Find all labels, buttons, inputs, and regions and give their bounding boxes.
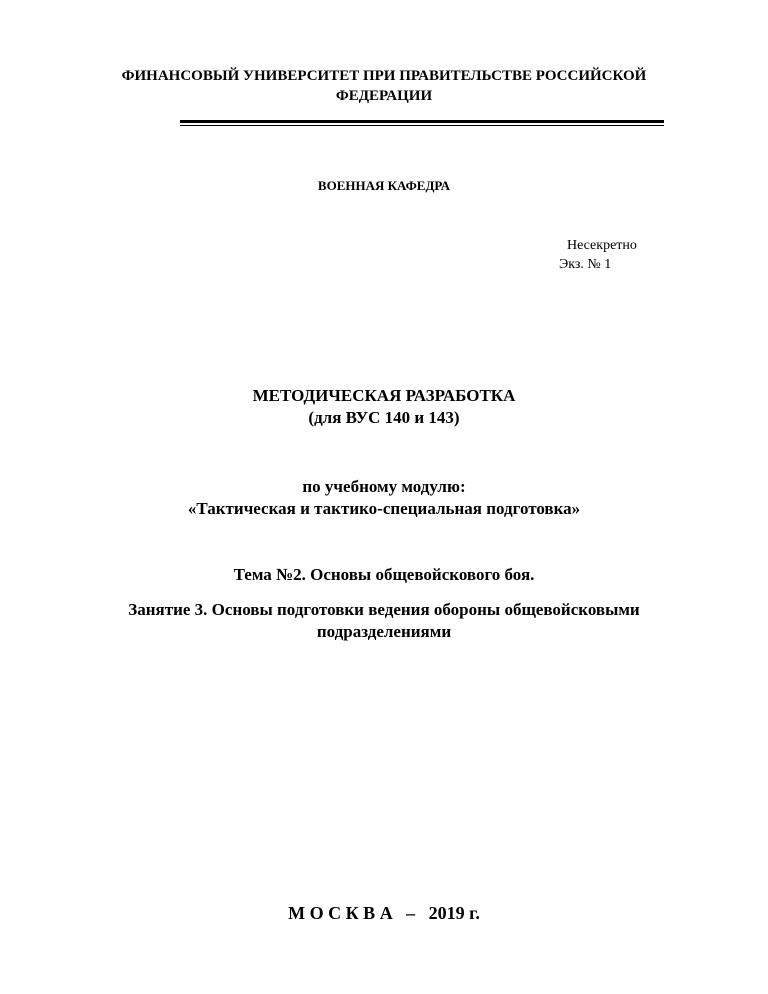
- module-name: «Тактическая и тактико-специальная подготовка»: [187, 499, 581, 518]
- topic-title: Тема №2. Основы общевойскового боя.: [233, 565, 535, 584]
- lesson-title-line-2: подразделениями: [316, 622, 452, 641]
- city-year-footer: М О С К В А – 2019 г.: [288, 903, 480, 923]
- classification-label: Несекретно: [567, 238, 637, 253]
- department-name: ВОЕННАЯ КАФЕДРА: [317, 178, 451, 193]
- document-type-title: МЕТОДИЧЕСКАЯ РАЗРАБОТКА: [252, 386, 516, 405]
- header-divider-thin: [180, 125, 664, 126]
- university-name-line-1: ФИНАНСОВЫЙ УНИВЕРСИТЕТ ПРИ ПРАВИТЕЛЬСТВЕ РОССИЙСКОЙ: [121, 68, 647, 84]
- university-name-line-2: ФЕДЕРАЦИИ: [335, 88, 433, 104]
- header-divider-thick: [180, 120, 664, 123]
- copy-number: Экз. № 1: [559, 257, 612, 272]
- university-name: [0, 66, 768, 106]
- module-label: по учебному модулю:: [302, 477, 466, 496]
- vus-subtitle: (для ВУС 140 и 143): [308, 408, 460, 427]
- lesson-title-line-1: Занятие 3. Основы подготовки ведения обороны общевойсковыми: [128, 600, 640, 619]
